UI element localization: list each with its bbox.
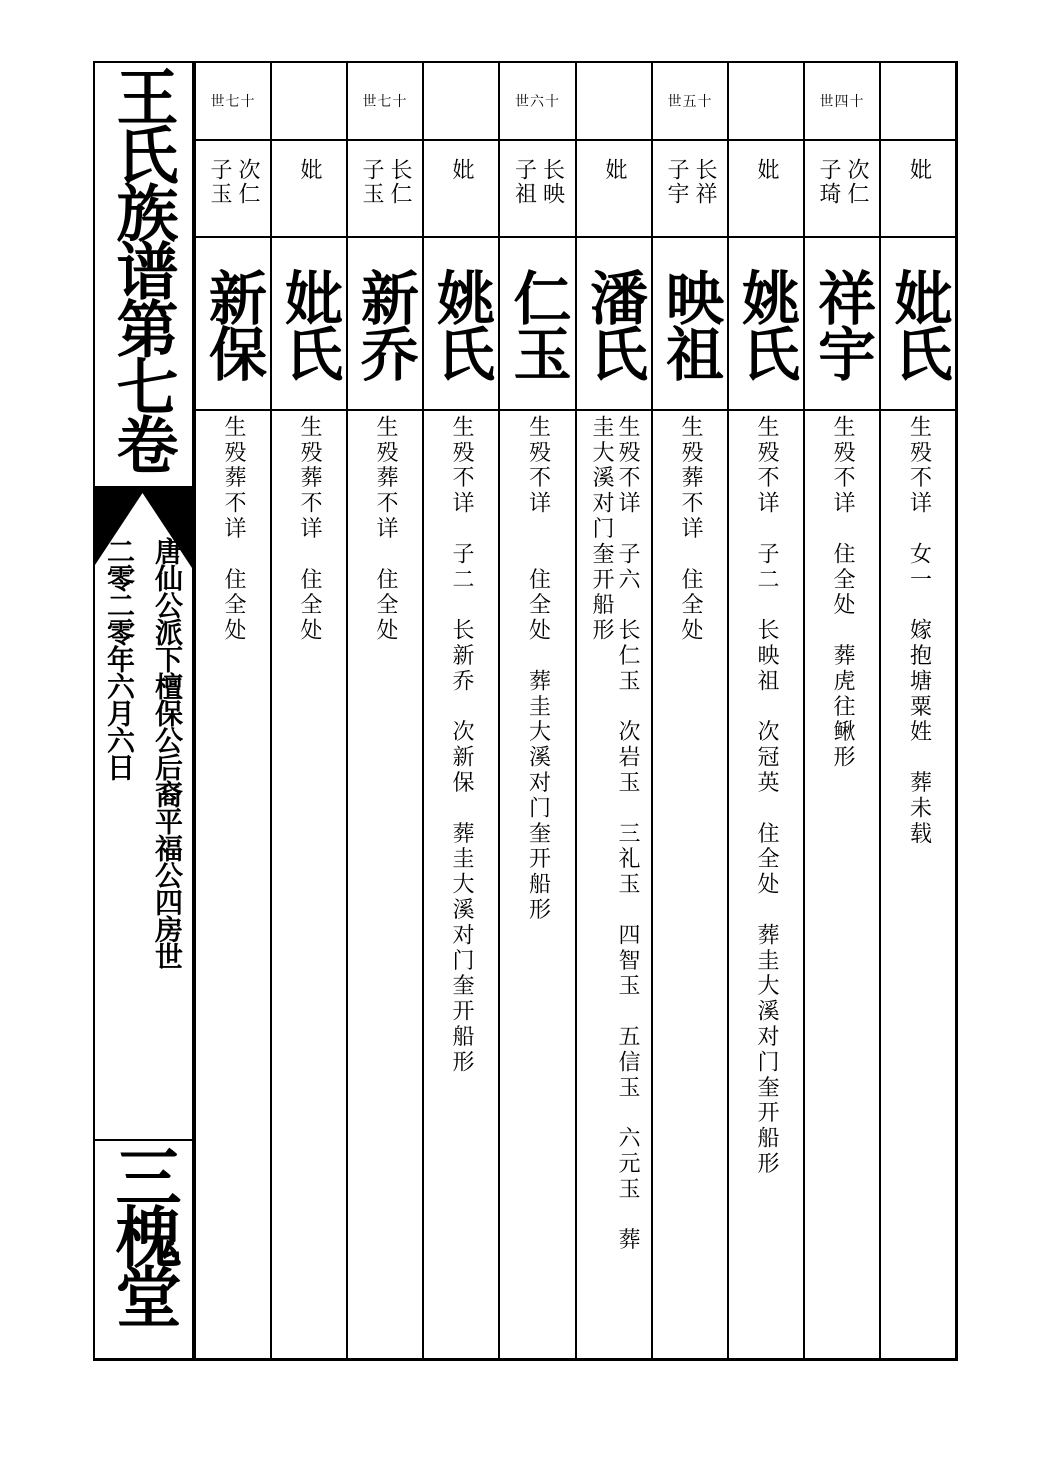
relation-cell (881, 141, 956, 236)
name-cell (272, 238, 346, 410)
relation-cell (500, 141, 575, 236)
name-cell (500, 238, 575, 410)
generation-label: 世四十 (819, 94, 865, 110)
generation-label (577, 63, 651, 139)
generation-label: 世六十 (515, 94, 560, 110)
name-cell (805, 238, 879, 410)
genealogy-column (651, 63, 727, 1359)
name-cell (348, 238, 422, 410)
relation-label: 妣 (297, 157, 322, 182)
name-cell (196, 238, 270, 410)
name-cell (881, 238, 956, 410)
spine-date-box (97, 537, 141, 897)
desc-cell (500, 415, 575, 1355)
person-description: 生殁不详 子二 长映祖 次冠英 住全处 葬圭大溪对门奎开船形 (754, 415, 779, 1177)
desc-cell (881, 415, 956, 1355)
person-name: 妣氏 (275, 268, 343, 380)
desc-cell (348, 415, 422, 1355)
person-description: 生殁不详 子六 长仁玉 次岩玉 三礼玉 四智玉 五信玉 六元玉 葬 圭大溪对门奎开船形 (589, 415, 640, 1254)
person-description: 生殁不详 住全处 葬虎往鳅形 (830, 415, 855, 771)
branch-subtitle: 唐仙公派下檀保公后裔平福公四房世 (151, 537, 184, 969)
relation-cell (272, 141, 346, 236)
genealogy-column (422, 63, 498, 1359)
spine-title-box (93, 65, 192, 547)
person-description: 生殁不详 女一 嫁抱塘粟姓 葬未载 (906, 415, 932, 847)
person-description: 生殁不详 子二 长新乔 次新保 葬圭大溪对门奎开船形 (449, 415, 474, 1076)
relation-cell (577, 141, 651, 236)
person-description: 生殁葬不详 住全处 (678, 415, 703, 644)
desc-cell (196, 415, 270, 1355)
name-cell (577, 238, 651, 410)
name-cell (729, 238, 803, 410)
generation-label: 世七十 (210, 94, 256, 110)
desc-cell (729, 415, 803, 1355)
spine-divider-bottom (93, 1139, 192, 1141)
person-name: 新保 (199, 268, 267, 380)
relation-label: 长仁 子玉 (359, 157, 412, 206)
genealogy-column (575, 63, 651, 1359)
generation-label (272, 63, 346, 139)
compile-date: 二零二零年六月六日 (103, 537, 136, 780)
relation-cell (653, 141, 727, 236)
relation-label: 妣 (449, 157, 474, 182)
desc-cell (653, 415, 727, 1355)
relation-cell (805, 141, 879, 236)
relation-label: 长映 子祖 (511, 157, 565, 206)
genealogy-column (346, 63, 422, 1359)
genealogy-column (879, 63, 956, 1359)
person-name: 新乔 (351, 268, 419, 380)
generation-label (424, 63, 498, 139)
hall-name: 三槐堂 (104, 1143, 182, 1323)
generation-label: 世七十 (362, 94, 408, 110)
person-description: 生殁不详 住全处 葬圭大溪对门奎开船形 (525, 415, 551, 923)
person-description: 生殁葬不详 住全处 (221, 415, 246, 644)
desc-cell (272, 415, 346, 1355)
generation-label: 世五十 (667, 94, 713, 110)
desc-cell (805, 415, 879, 1355)
name-cell (424, 238, 498, 410)
person-name: 祥宇 (808, 268, 876, 380)
relation-label: 长祥 子宇 (664, 157, 717, 206)
book-title: 王氏族谱第七卷 (106, 65, 179, 471)
person-description: 生殁葬不详 住全处 (297, 415, 322, 644)
genealogy-column (270, 63, 346, 1359)
relation-cell (729, 141, 803, 236)
person-name: 妣氏 (884, 268, 953, 380)
relation-cell (424, 141, 498, 236)
genealogy-column (727, 63, 803, 1359)
generation-label (729, 63, 803, 139)
person-name: 姚氏 (427, 268, 495, 380)
desc-cell (577, 415, 651, 1355)
generation-label (881, 63, 956, 139)
relation-label: 次仁 子琦 (816, 157, 869, 206)
spine (93, 61, 194, 1360)
spine-hall-box (93, 1143, 192, 1358)
relation-cell (348, 141, 422, 236)
person-name: 潘氏 (580, 268, 648, 380)
person-description: 生殁葬不详 住全处 (373, 415, 398, 644)
spine-subtitle-box (145, 537, 189, 1157)
genealogy-column (498, 63, 575, 1359)
relation-cell (196, 141, 270, 236)
person-name: 映祖 (656, 268, 724, 380)
relation-label: 妣 (754, 157, 779, 182)
name-cell (653, 238, 727, 410)
person-name: 姚氏 (732, 268, 800, 380)
genealogy-column (194, 63, 270, 1359)
relation-label: 次仁 子玉 (207, 157, 260, 206)
relation-label: 妣 (602, 157, 627, 182)
relation-label: 妣 (906, 157, 932, 182)
person-name: 仁玉 (503, 268, 572, 380)
genealogy-column (803, 63, 879, 1359)
desc-cell (424, 415, 498, 1355)
